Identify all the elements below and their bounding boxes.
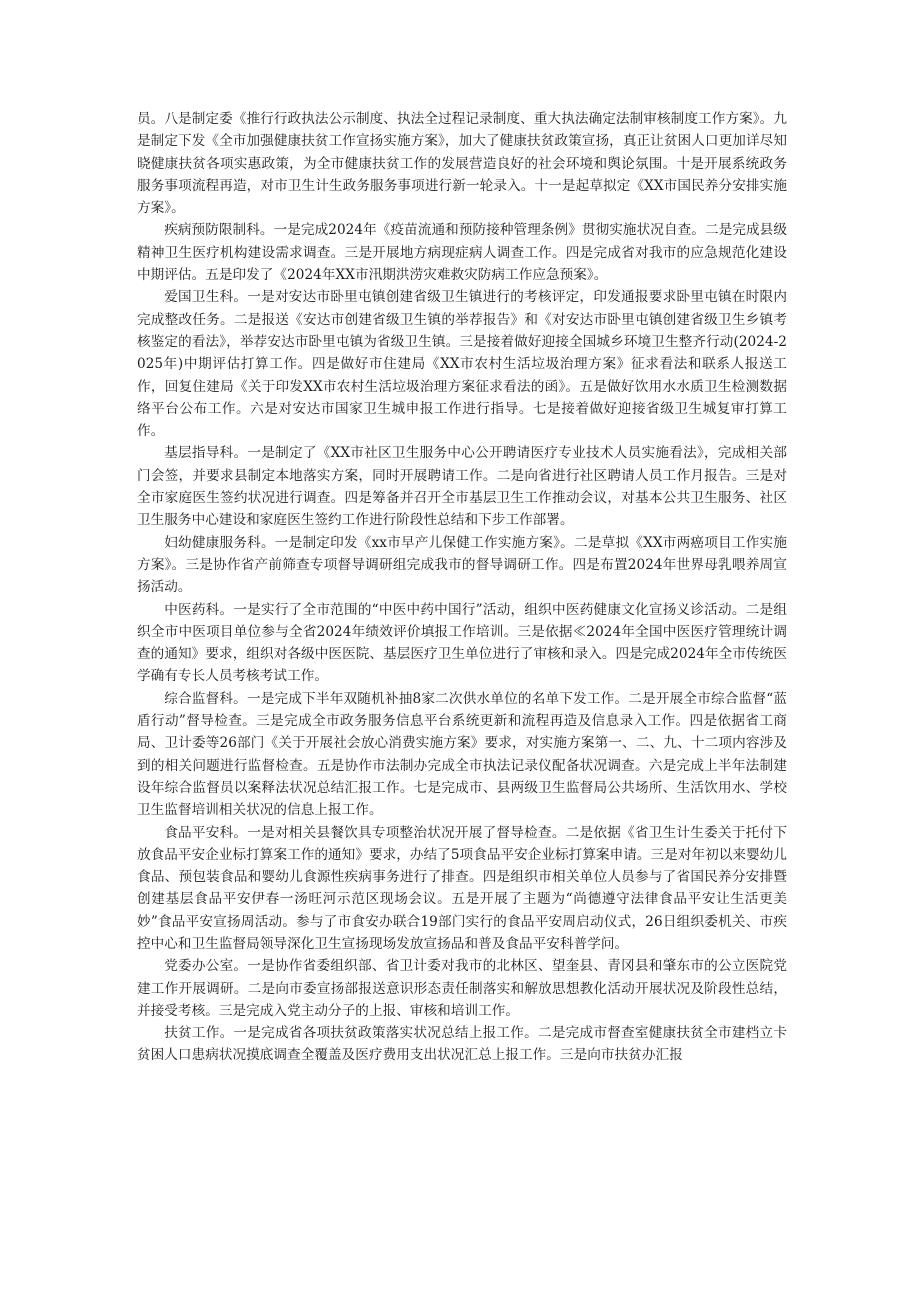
paragraph-poverty-alleviation: 扶贫工作。一是完成省各项扶贫政策落实状况总结上报工作。二是完成市督查室健康扶贫全市建档立卡贫困人口患病状况摸底调查全覆盖及医疗费用支出状况汇总上报工作。三是向市扶贫办汇报	[137, 1025, 787, 1064]
paragraph-comprehensive-supervision: 综合监督科。一是完成下半年双随机补抽8家二次供水单位的名单下发工作。二是开展全市综合监督“蓝盾行动”督导检查。三是完成全市政务服务信息平台系统更新和流程再造及信息录入工作。四是依据省工商局、卫计委等26部门《关于开展社会放心消费实施方案》要求，对实施方案第一、二、九、十二项内容涉及到的相关问题进行监督检查。五是协作市法制办完成全市执法记录仪配备状况调查。六是完成上半年法制建设年综合监督员以案释法状况总结汇报工作。七是完成市、县两级卫生监督局公共场所、生活饮用水、学校卫生监督培训相关状况的信息上报工作。	[137, 690, 787, 819]
paragraph-food-safety: 食品平安科。一是对相关县餐饮具专项整治状况开展了督导检查。二是依据《省卫生计生委关于托付下放食品平安企业标打算案工作的通知》要求，办结了5项食品平安企业标打算案申请。三是对年初以来婴幼儿食品、预包装食品和婴幼儿食源性疾病事务进行了排查。四是组织市相关单位人员参与了省国民养分安排暨创建基层食品平安伊春一汤旺河示范区现场会议。五是开展了主题为“尚德遵守法律食品平安让生活更美妙”食品平安宣扬周活动。参与了市食安办联合19部门实行的食品平安周启动仪式，26日组织委机关、市疾控中心和卫生监督局领导深化卫生宣扬现场发放宣扬品和普及食品平安科普学问。	[137, 824, 787, 952]
paragraph-party-office: 党委办公室。一是协作省委组织部、省卫计委对我市的北林区、望奎县、青冈县和肇东市的公立医院党建工作开展调研。二是向市委宣扬部报送意识形态责任制落实和解放思想教化活动开展状况及阶段性总结，并接受考核。三是完成入党主动分子的上报、审核和培训工作。	[137, 958, 787, 1019]
paragraph-tcm: 中医药科。一是实行了全市范围的“中医中药中国行”活动，组织中医药健康文化宣扬义诊活动。二是组织全市中医项目单位参与全省2024年绩效评价填报工作培训。三是依据≪2024年全国中医医疗管理统计调查的通知》要求，组织对各级中医医院、基层医疗卫生单位进行了审核和录入。四是完成2024年全市传统医学确有专长人员考核考试工作。	[137, 601, 787, 685]
paragraph-disease-control: 疾病预防限制科。一是完成2024年《疫苗流通和预防接种管理条例》贯彻实施状况自查。二是完成县级精神卫生医疗机构建设需求调查。三是开展地方病现症病人调查工作。四是完成省对我市的应急规范化建设中期评估。五是印发了《2024年XX市汛期洪涝灾难救灾防病工作应急预案》。	[137, 222, 787, 284]
paragraph-patriotic-health: 爱国卫生科。一是对安达市卧里屯镇创建省级卫生镇进行的考核评定，印发通报要求卧里屯镇在时限内完成整改任务。二是报送《安达市创建省级卫生镇的举荐报告》和《对安达市卧里屯镇创建省级卫生乡镇考核鉴定的看法》，举荐安达市卧里屯镇为省级卫生镇。三是接着做好迎接全国城乡环境卫生整齐行动(2024-2025年)中期评估打算工作。四是做好市住建局《XX市农村生活垃圾治理方案》征求看法和联系人报送工作，回复住建局《关于印发XX市农村生活垃圾治理方案征求看法的函》。五是做好饮用水水质卫生检测数据络平台公布工作。六是对安达市国家卫生城申报工作进行指导。七是接着做好迎接省级卫生城复审打算工作。	[137, 289, 787, 440]
paragraph-admin-work-continued: 员。八是制定委《推行行政执法公示制度、执法全过程记录制度、重大执法确定法制审核制度工作方案》。九是制定下发《全市加强健康扶贫工作宣扬实施方案》，加大了健康扶贫政策宣扬，真正让贫困人口更加详尽知晓健康扶贫各项实惠政策，为全市健康扶贫工作的发展营造良好的社会环境和舆论氛围。十是开展系统政务服务事项流程再造，对市卫生计生政务服务事项进行新一轮录入。十一是起草拟定《XX市国民养分安排实施方案》。	[137, 111, 787, 217]
paragraph-grassroots-guidance: 基层指导科。一是制定了《XX市社区卫生服务中心公开聘请医疗专业技术人员实施看法》，完成相关部门会签，并要求县制定本地落实方案，同时开展聘请工作。二是向省进行社区聘请人员工作月报告。三是对全市家庭医生签约状况进行调查。四是筹备并召开全市基层卫生工作推动会议，对基本公共卫生服务、社区卫生服务中心建设和家庭医生签约工作进行阶段性总结和下步工作部署。	[137, 445, 787, 529]
document-page	[137, 108, 787, 1067]
paragraph-maternal-child-health: 妇幼健康服务科。一是制定印发《xx市早产儿保健工作实施方案》。二是草拟《XX市两癌项目工作实施方案》。三是协作省产前筛查专项督导调研组完成我市的督导调研工作。四是布置2024年世界母乳喂养周宣扬活动。	[137, 534, 787, 596]
